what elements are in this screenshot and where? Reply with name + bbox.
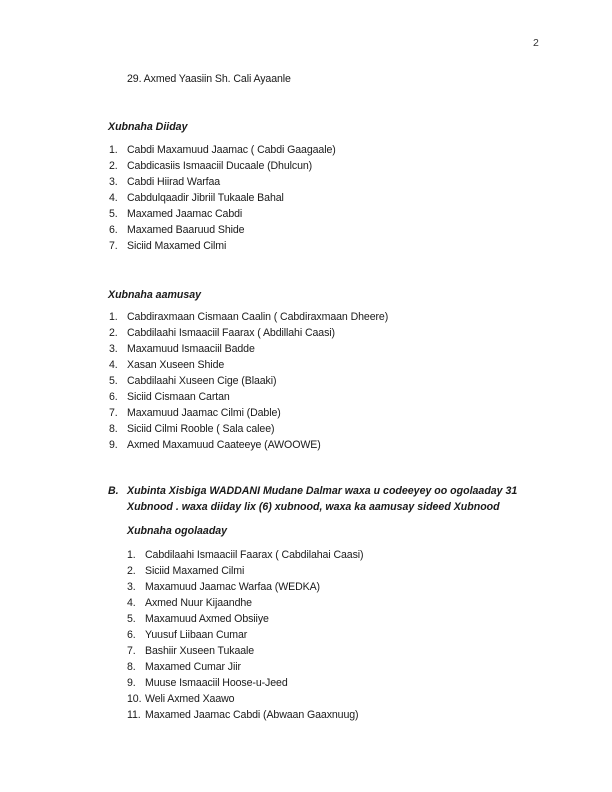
list-item: Maxamuud Jaamac Cilmi (Dable) xyxy=(127,407,281,419)
list-item-number: 10. xyxy=(127,693,142,705)
continuation-item: 29. Axmed Yaasiin Sh. Cali Ayaanle xyxy=(127,73,291,85)
list-item-number: 2. xyxy=(109,327,118,339)
list-item: Cabdicasiis Ismaaciil Ducaale (Dhulcun) xyxy=(127,160,313,172)
list-item: Maxamuud Ismaaciil Badde xyxy=(127,343,255,355)
list-item-number: 5. xyxy=(127,613,136,625)
list-item-number: 7. xyxy=(109,407,118,419)
list-item-number: 4. xyxy=(109,359,118,371)
list-item-number: 2. xyxy=(127,565,136,577)
list-item: Yuusuf Liibaan Cumar xyxy=(145,629,248,641)
list-item: Maxamed Jaamac Cabdi xyxy=(127,208,243,220)
list-item-number: 5. xyxy=(109,375,118,387)
list-item: Bashiir Xuseen Tukaale xyxy=(145,645,255,657)
list-item-number: 9. xyxy=(127,677,136,689)
heading-aamusay: Xubnaha aamusay xyxy=(108,289,202,301)
list-item-number: 11. xyxy=(127,709,141,721)
list-item-number: 7. xyxy=(109,240,118,252)
list-item: Muuse Ismaaciil Hoose-u-Jeed xyxy=(145,677,288,689)
list-item-number: 2. xyxy=(109,160,118,172)
list-item-number: 3. xyxy=(127,581,136,593)
list-item: Cabdi Hiirad Warfaa xyxy=(127,176,221,188)
list-item-number: 8. xyxy=(127,661,136,673)
list-item-number: 5. xyxy=(109,208,118,220)
section-b-line1: Xubinta Xisbiga WADDANI Mudane Dalmar waxa u codeeyey oo ogolaaday 31 xyxy=(127,485,518,497)
list-item: Siciid Cilmi Rooble ( Sala calee) xyxy=(127,423,275,435)
list-item-number: 1. xyxy=(127,549,136,561)
list-item: Siciid Maxamed Cilmi xyxy=(127,240,227,252)
list-item: Siciid Cismaan Cartan xyxy=(127,391,230,403)
list-item: Maxamed Baaruud Shide xyxy=(127,224,245,236)
list-item-number: 1. xyxy=(109,144,118,156)
list-item: Cabdilaahi Ismaaciil Faarax ( Abdillahi Caasi) xyxy=(127,327,335,339)
list-item-number: 6. xyxy=(109,224,118,236)
list-item: Cabdulqaadir Jibriil Tukaale Bahal xyxy=(127,192,284,204)
list-item: Maxamuud Axmed Obsiiye xyxy=(145,613,269,625)
heading-ogolaaday: Xubnaha ogolaaday xyxy=(127,525,228,537)
list-item: Weli Axmed Xaawo xyxy=(145,693,235,705)
list-item-number: 4. xyxy=(127,597,136,609)
list-item: Cabdi Maxamuud Jaamac ( Cabdi Gaagaale) xyxy=(127,144,336,156)
list-item-number: 7. xyxy=(127,645,136,657)
list-item-number: 3. xyxy=(109,176,118,188)
page-number: 2 xyxy=(533,37,539,49)
list-item: Xasan Xuseen Shide xyxy=(127,359,225,371)
list-item-number: 9. xyxy=(109,439,118,451)
heading-diiday: Xubnaha Diiday xyxy=(108,121,188,133)
list-item: Axmed Nuur Kijaandhe xyxy=(145,597,252,609)
list-item: Cabdilaahi Xuseen Cige (Blaaki) xyxy=(127,375,277,387)
list-item-number: 6. xyxy=(127,629,136,641)
list-item: Maxamed Jaamac Cabdi (Abwaan Gaaxnuug) xyxy=(145,709,359,721)
list-item: Cabdiraxmaan Cismaan Caalin ( Cabdiraxmaan Dheere) xyxy=(127,311,389,323)
section-b-line2: Xubnood . waxa diiday lix (6) xubnood, waxa ka aamusay sideed Xubnood xyxy=(127,501,500,513)
list-item: Axmed Maxamuud Caateeye (AWOOWE) xyxy=(127,439,321,451)
list-item-number: 6. xyxy=(109,391,118,403)
list-item: Maxamed Cumar Jiir xyxy=(145,661,241,673)
list-item-number: 1. xyxy=(109,311,118,323)
list-item: Cabdilaahi Ismaaciil Faarax ( Cabdilahai Caasi) xyxy=(145,549,364,561)
list-item: Siciid Maxamed Cilmi xyxy=(145,565,245,577)
list-item-number: 3. xyxy=(109,343,118,355)
list-item: Maxamuud Jaamac Warfaa (WEDKA) xyxy=(145,581,320,593)
section-b-label: B. xyxy=(108,485,119,497)
list-item-number: 8. xyxy=(109,423,118,435)
list-item-number: 4. xyxy=(109,192,118,204)
